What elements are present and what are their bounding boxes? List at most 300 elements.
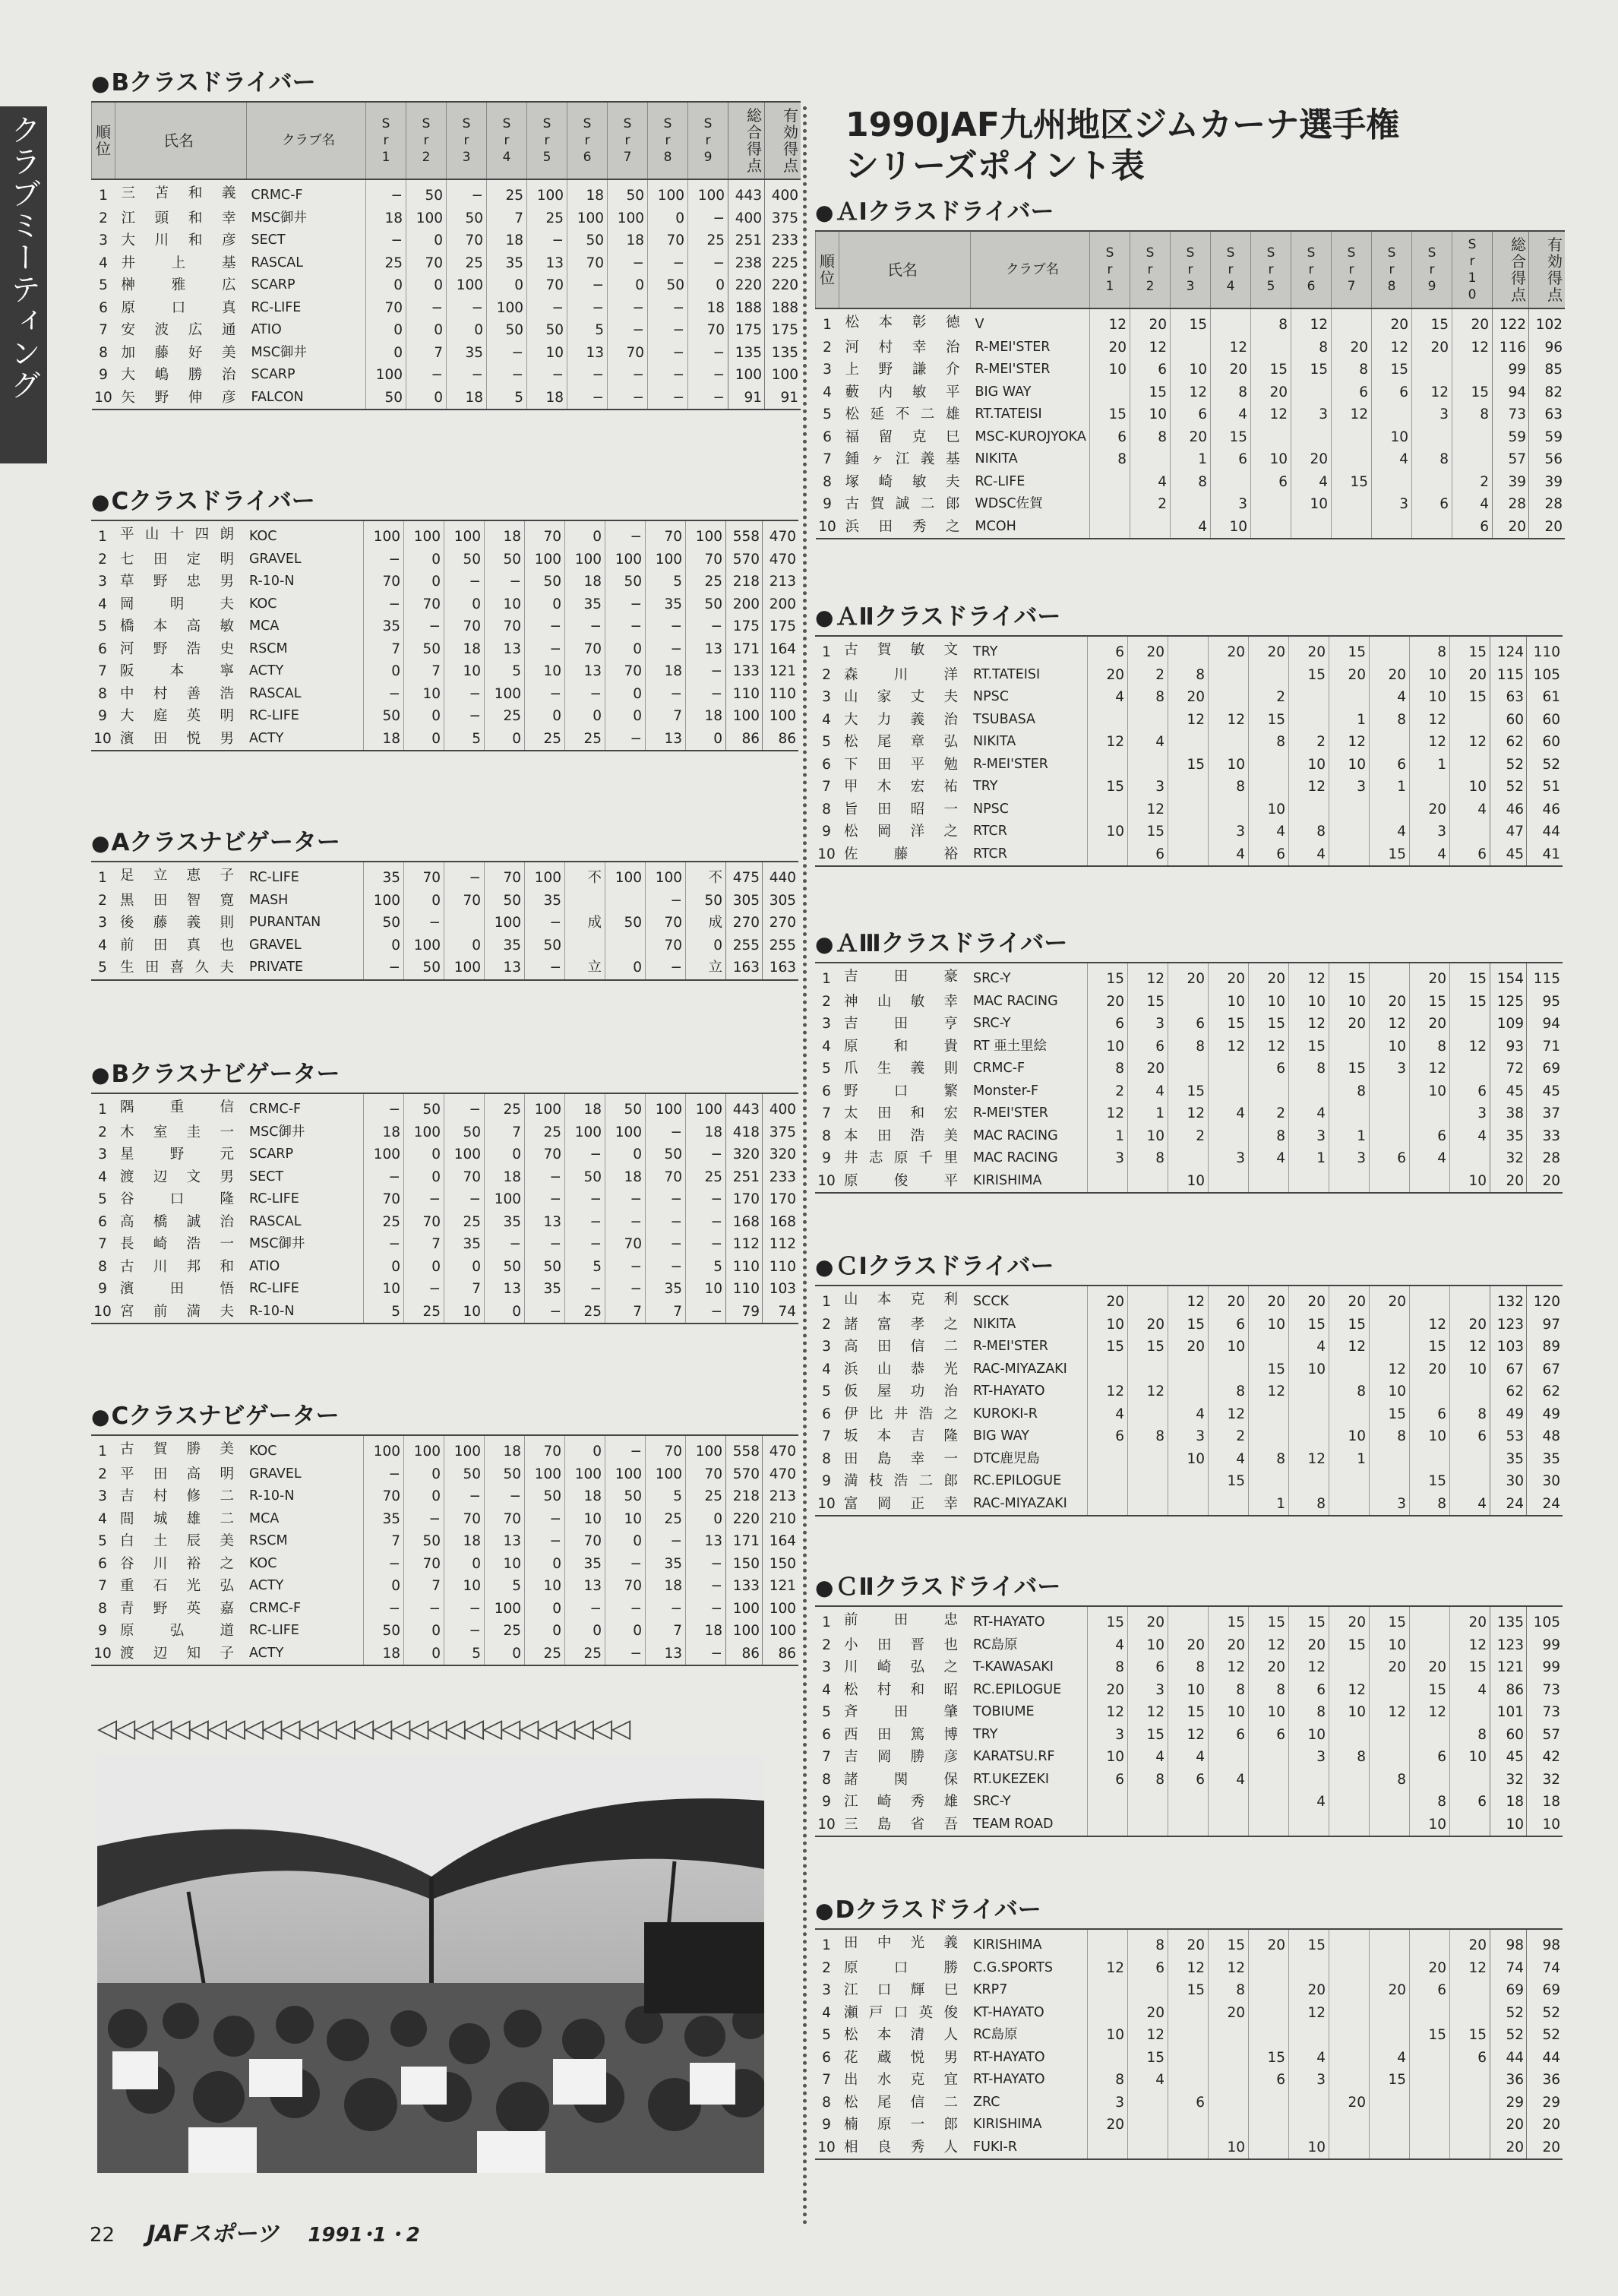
round-points-cell: 1 <box>1329 1125 1370 1148</box>
round-points-cell <box>1249 1979 1289 2002</box>
round-points-cell: 50 <box>605 1485 646 1508</box>
round-points-cell: − <box>565 1278 605 1301</box>
round-points-cell: 70 <box>525 1435 565 1463</box>
round-points-cell: 10 <box>485 593 525 616</box>
round-points-cell: 50 <box>404 957 444 980</box>
round-points-cell: 0 <box>404 1620 444 1643</box>
round-points-cell: 20 <box>1452 308 1493 337</box>
rank-cell: 10 <box>93 730 112 747</box>
valid-points-cell: 110 <box>763 683 799 706</box>
round-points-cell <box>1171 337 1211 359</box>
round-points-cell <box>1412 471 1452 494</box>
round-points-cell: 4 <box>1289 1791 1329 1814</box>
round-points-cell: 0 <box>406 387 447 410</box>
round-points-cell: − <box>686 1143 726 1166</box>
club-cell: ACTY <box>249 730 284 746</box>
round-points-cell: 15 <box>1168 1080 1209 1103</box>
round-points-cell: 25 <box>565 1643 605 1666</box>
header-round-6: S r 6 <box>567 102 608 179</box>
round-points-cell: 35 <box>364 615 404 638</box>
right-section-1-title-text: ＡⅡクラスドライバー <box>835 603 1061 631</box>
round-points-cell: 25 <box>565 728 605 751</box>
round-points-cell: 100 <box>364 520 404 549</box>
round-points-cell <box>1209 1746 1249 1769</box>
round-points-cell: 35 <box>444 1233 485 1256</box>
table-row <box>91 1278 798 1301</box>
page-title-line-2: シリーズポイント表 <box>845 147 1145 185</box>
round-points-cell: 70 <box>567 252 608 275</box>
total-points-cell: 20 <box>1493 516 1529 539</box>
table-row <box>91 638 798 661</box>
round-points-cell: − <box>565 683 605 706</box>
table-row <box>92 179 801 207</box>
round-points-cell: − <box>404 1278 444 1301</box>
club-cell: RT.TATEISI <box>975 406 1042 422</box>
club-cell: MSC御井 <box>249 1236 305 1251</box>
round-points-cell: 2 <box>1128 664 1168 687</box>
table-row <box>815 731 1563 754</box>
club-cell: KIRISHIMA <box>973 1937 1042 1953</box>
round-points-cell: 70 <box>525 520 565 549</box>
driver-name-cell: 中村善浩 <box>120 685 234 702</box>
table-row <box>91 520 798 549</box>
round-points-cell: 25 <box>525 1121 565 1144</box>
round-points-cell <box>1410 1286 1450 1314</box>
header-round-1: S r 1 <box>366 102 406 179</box>
left-section-0-table <box>91 101 801 410</box>
total-points-cell: 86 <box>1490 1679 1527 1702</box>
round-points-cell: 8 <box>1450 1724 1490 1747</box>
round-points-cell: 8 <box>1209 1679 1249 1702</box>
round-points-cell: 7 <box>364 638 404 661</box>
round-points-cell: 8 <box>1128 1147 1168 1170</box>
round-points-cell: 1 <box>1289 1147 1329 1170</box>
valid-points-cell: 60 <box>1527 731 1563 754</box>
round-points-cell: 6 <box>1128 1656 1168 1679</box>
round-points-cell: 15 <box>1168 1701 1209 1724</box>
round-points-cell: 3 <box>1370 1493 1410 1516</box>
round-points-cell: 20 <box>1088 1286 1128 1314</box>
driver-name-cell: 山家丈夫 <box>844 689 958 705</box>
club-cell: RT.UKEZEKI <box>973 1771 1050 1787</box>
club-cell: MAC RACING <box>973 1127 1058 1143</box>
round-points-cell: 6 <box>1452 516 1493 539</box>
round-points-cell: 20 <box>1370 1286 1410 1314</box>
valid-points-cell: 170 <box>763 1188 799 1211</box>
round-points-cell: 70 <box>527 274 567 297</box>
driver-name-cell: 平田高明 <box>120 1466 234 1482</box>
round-points-cell: 18 <box>567 179 608 207</box>
round-points-cell: 3 <box>1370 1058 1410 1080</box>
table-row <box>815 1448 1563 1471</box>
round-points-cell: 50 <box>404 1093 444 1121</box>
driver-name-cell: 星野元 <box>120 1146 234 1162</box>
round-points-cell: 3 <box>1289 1746 1329 1769</box>
round-points-cell: 13 <box>485 1278 525 1301</box>
round-points-cell: 10 <box>444 1301 485 1324</box>
round-points-cell: 70 <box>406 252 447 275</box>
round-points-cell <box>1289 1769 1329 1792</box>
club-cell: RSCM <box>249 640 288 656</box>
round-points-cell <box>1370 2114 1410 2136</box>
round-points-cell: 5 <box>487 387 527 410</box>
round-points-cell: 50 <box>364 912 404 935</box>
club-cell: R-MEI'STER <box>973 756 1048 772</box>
round-points-cell: 70 <box>608 342 648 365</box>
round-points-cell: 12 <box>1249 1380 1289 1403</box>
total-points-cell: 20 <box>1490 2114 1527 2136</box>
round-points-cell: 18 <box>364 728 404 751</box>
rank-cell: 2 <box>823 339 832 356</box>
round-points-cell: 6 <box>1088 1013 1128 1036</box>
table-row <box>815 1656 1563 1679</box>
round-points-cell: 15 <box>1372 359 1412 381</box>
arrow-divider: ◁◁◁◁◁◁◁◁◁◁◁◁◁◁◁◁◁◁◁◁◁◁◁◁◁◁◁◁◁ <box>97 1713 630 1744</box>
round-points-cell: 20 <box>1209 1634 1249 1657</box>
round-points-cell: 3 <box>1128 1679 1168 1702</box>
rank-cell: 6 <box>822 756 831 773</box>
round-points-cell: 100 <box>605 862 646 890</box>
valid-points-cell: 51 <box>1527 776 1563 799</box>
round-points-cell: 25 <box>485 1093 525 1121</box>
round-points-cell: 15 <box>1128 1724 1168 1747</box>
round-points-cell: 12 <box>1168 1724 1209 1747</box>
round-points-cell: 6 <box>1370 754 1410 776</box>
total-points-cell: 220 <box>726 1508 763 1531</box>
round-points-cell: 12 <box>1209 1403 1249 1426</box>
bullet-icon: ● <box>91 830 110 855</box>
round-points-cell: 3 <box>1410 821 1450 843</box>
round-points-cell: 12 <box>1289 776 1329 799</box>
valid-points-cell: 168 <box>763 1211 799 1234</box>
round-points-cell <box>1249 1791 1289 1814</box>
driver-name-cell: 大嶋勝治 <box>121 367 236 383</box>
round-points-cell: 8 <box>1128 1769 1168 1792</box>
round-points-cell: 10 <box>1209 2136 1249 2160</box>
rank-cell: 4 <box>98 937 107 954</box>
round-points-cell <box>1251 426 1291 449</box>
club-cell: SRC-Y <box>973 1794 1011 1809</box>
table-row <box>91 1598 798 1621</box>
total-points-cell: 100 <box>726 705 763 728</box>
round-points-cell <box>1168 2136 1209 2160</box>
club-cell: CRMC-F <box>251 188 303 203</box>
total-points-cell: 100 <box>726 1620 763 1643</box>
round-points-cell <box>1249 2024 1289 2047</box>
header-round-8: S r 8 <box>1372 231 1412 308</box>
club-cell: RT-HAYATO <box>973 2049 1045 2065</box>
table-row <box>91 890 798 912</box>
round-points-cell <box>1168 1606 1209 1634</box>
round-points-cell: 8 <box>1168 1656 1209 1679</box>
valid-points-cell: 69 <box>1527 1979 1563 2002</box>
round-points-cell: 10 <box>1168 1170 1209 1194</box>
round-points-cell: 10 <box>1209 1336 1249 1358</box>
round-points-cell: 70 <box>404 1211 444 1234</box>
round-points-cell <box>1412 426 1452 449</box>
valid-points-cell: 121 <box>763 660 799 683</box>
left-section-1 <box>91 483 798 751</box>
round-points-cell: 0 <box>648 207 688 230</box>
round-points-cell: 0 <box>366 274 406 297</box>
driver-name-cell: 大庭英明 <box>120 708 234 724</box>
round-points-cell: 6 <box>1171 403 1211 426</box>
driver-name-cell: 浜田秀之 <box>845 518 960 535</box>
left-section-4 <box>91 1398 798 1666</box>
round-points-cell: 70 <box>485 1508 525 1531</box>
table-row <box>816 516 1566 539</box>
round-points-cell: 13 <box>485 957 525 980</box>
table-row <box>91 1211 798 1234</box>
header-total: 総 合 得 点 <box>728 102 765 179</box>
round-points-cell: 0 <box>605 705 646 728</box>
valid-points-cell: 225 <box>765 252 801 275</box>
table-row <box>91 728 798 751</box>
round-points-cell: 3 <box>1088 1147 1128 1170</box>
round-points-cell: 0 <box>404 1256 444 1279</box>
driver-name-cell: 原口勝 <box>844 1959 958 1976</box>
round-points-cell: 2 <box>1452 471 1493 494</box>
round-points-cell: 100 <box>605 1121 646 1144</box>
round-points-cell <box>605 890 646 912</box>
right-section-3 <box>815 1248 1563 1516</box>
round-points-cell: 8 <box>1410 1036 1450 1058</box>
round-points-cell: − <box>605 1278 646 1301</box>
round-points-cell: 10 <box>1410 686 1450 709</box>
right-section-1 <box>815 599 1563 867</box>
round-points-cell: − <box>447 364 487 387</box>
right-section-0-title-text: ＡⅠクラスドライバー <box>835 198 1054 226</box>
round-points-cell: 18 <box>444 638 485 661</box>
table-row <box>815 709 1563 732</box>
round-points-cell: 100 <box>406 207 447 230</box>
valid-points-cell: 60 <box>1527 709 1563 732</box>
round-points-cell <box>1090 516 1130 539</box>
total-points-cell: 123 <box>1490 1634 1527 1657</box>
table-row <box>815 1979 1563 2002</box>
round-points-cell: 25 <box>364 1211 404 1234</box>
round-points-cell: 4 <box>1289 1102 1329 1125</box>
round-points-cell: 20 <box>1370 1979 1410 2002</box>
round-points-cell: 8 <box>1249 1679 1289 1702</box>
round-points-cell: 20 <box>1249 963 1289 991</box>
round-points-cell: 20 <box>1209 1286 1249 1314</box>
round-points-cell: 6 <box>1088 1769 1128 1792</box>
round-points-cell: 20 <box>1168 1929 1209 1957</box>
round-points-cell <box>1211 308 1251 337</box>
valid-points-cell: 121 <box>763 1575 799 1598</box>
round-points-cell <box>1168 1147 1209 1170</box>
round-points-cell: 10 <box>525 1575 565 1598</box>
club-cell: RC-LIFE <box>249 708 299 723</box>
driver-name-cell: 阪本寧 <box>120 663 234 679</box>
round-points-cell <box>1329 686 1370 709</box>
round-points-cell: 8 <box>1410 1791 1450 1814</box>
round-points-cell: 18 <box>527 387 567 410</box>
round-points-cell: 100 <box>525 862 565 890</box>
round-points-cell: 20 <box>1410 1957 1450 1980</box>
valid-points-cell: 470 <box>763 1435 799 1463</box>
table-row <box>91 1188 798 1211</box>
valid-points-cell: 33 <box>1527 1125 1563 1148</box>
round-points-cell <box>1128 1493 1168 1516</box>
table-row <box>91 1256 798 1279</box>
round-points-cell: 20 <box>1128 1314 1168 1336</box>
round-points-cell: 10 <box>1249 799 1289 821</box>
club-cell: MCOH <box>975 518 1016 534</box>
round-points-cell: 2 <box>1249 1102 1289 1125</box>
round-points-cell: 7 <box>404 660 444 683</box>
round-points-cell <box>1088 1814 1128 1837</box>
round-points-cell <box>1450 1979 1490 2002</box>
round-points-cell: 15 <box>1249 2047 1289 2070</box>
valid-points-cell: 52 <box>1527 754 1563 776</box>
rank-cell: 6 <box>822 2049 831 2066</box>
table-row <box>816 359 1566 381</box>
valid-points-cell: 163 <box>763 957 799 980</box>
round-points-cell: 20 <box>1372 308 1412 337</box>
round-points-cell: 10 <box>1209 991 1249 1014</box>
round-points-cell: − <box>525 912 565 935</box>
total-points-cell: 36 <box>1490 2069 1527 2092</box>
valid-points-cell: 200 <box>763 593 799 616</box>
round-points-cell: 100 <box>525 1463 565 1486</box>
driver-name-cell: 松尾信二 <box>844 2094 958 2111</box>
round-points-cell <box>605 935 646 957</box>
round-points-cell: 20 <box>1329 1606 1370 1634</box>
round-points-cell: 12 <box>1410 709 1450 732</box>
round-points-cell <box>1450 754 1490 776</box>
round-points-cell <box>1209 664 1249 687</box>
header-club: クラブ名 <box>971 231 1090 308</box>
round-points-cell <box>1088 2047 1128 2070</box>
valid-points-cell: 61 <box>1527 686 1563 709</box>
total-points-cell: 218 <box>726 571 763 593</box>
club-cell: TSUBASA <box>973 711 1035 727</box>
round-points-cell: 10 <box>1128 1634 1168 1657</box>
round-points-cell: 6 <box>1372 381 1412 404</box>
round-points-cell: 70 <box>444 1508 485 1531</box>
round-points-cell <box>1209 2092 1249 2114</box>
table-row <box>815 1791 1563 1814</box>
table-row <box>816 337 1566 359</box>
valid-points-cell: 100 <box>763 705 799 728</box>
driver-name-cell: 斉田肇 <box>844 1704 958 1720</box>
valid-points-cell: 175 <box>763 615 799 638</box>
round-points-cell: 20 <box>1450 1314 1490 1336</box>
total-points-cell: 163 <box>726 957 763 980</box>
round-points-cell: 12 <box>1209 1036 1249 1058</box>
round-points-cell: 15 <box>1168 1314 1209 1336</box>
rank-cell: 4 <box>822 1361 831 1377</box>
valid-points-cell: 440 <box>763 862 799 890</box>
round-points-cell: 8 <box>1410 636 1450 664</box>
round-points-cell: 5 <box>444 1643 485 1666</box>
valid-points-cell: 37 <box>1527 1102 1563 1125</box>
round-points-cell: 0 <box>447 319 487 342</box>
valid-points-cell: 94 <box>1527 1013 1563 1036</box>
round-points-cell: 20 <box>1211 359 1251 381</box>
total-points-cell: 133 <box>726 660 763 683</box>
table-body <box>815 1606 1563 1836</box>
round-points-cell: 10 <box>1450 776 1490 799</box>
table-row <box>91 1233 798 1256</box>
round-points-cell <box>1128 1979 1168 2002</box>
driver-name-cell: 足立恵子 <box>120 868 234 884</box>
table-row <box>91 862 798 890</box>
valid-points-cell: 97 <box>1527 1314 1563 1336</box>
round-points-cell: 5 <box>444 728 485 751</box>
round-points-cell: 4 <box>1128 1080 1168 1103</box>
valid-points-cell: 233 <box>763 1166 799 1189</box>
rank-cell: 3 <box>822 1659 831 1675</box>
round-points-cell: 10 <box>1130 403 1171 426</box>
table-row <box>815 1724 1563 1747</box>
round-points-cell <box>1128 1403 1168 1426</box>
round-points-cell: 20 <box>1329 2092 1370 2114</box>
round-points-cell <box>1088 1493 1128 1516</box>
driver-name-cell: 楠原一郎 <box>844 2117 958 2133</box>
round-points-cell <box>1332 308 1372 337</box>
round-points-cell <box>1249 1425 1289 1448</box>
round-points-cell: 0 <box>605 957 646 980</box>
round-points-cell <box>1249 1403 1289 1426</box>
table-row <box>91 593 798 616</box>
round-points-cell: − <box>686 1553 726 1576</box>
round-points-cell <box>1128 1470 1168 1493</box>
round-points-cell <box>1329 1656 1370 1679</box>
round-points-cell: 8 <box>1128 1929 1168 1957</box>
round-points-cell <box>1251 493 1291 516</box>
total-points-cell: 52 <box>1490 776 1527 799</box>
valid-points-cell: 112 <box>763 1233 799 1256</box>
round-points-cell: 0 <box>406 274 447 297</box>
rank-cell: 1 <box>822 1937 831 1953</box>
round-points-cell: 100 <box>364 1435 404 1463</box>
club-cell: MSC御井 <box>249 1124 305 1140</box>
rank-cell: 1 <box>822 1294 831 1310</box>
round-points-cell: 12 <box>1128 799 1168 821</box>
valid-points-cell: 110 <box>1527 636 1563 664</box>
left-section-0 <box>91 65 801 410</box>
rank-cell: 1 <box>98 1102 107 1118</box>
round-points-cell: 10 <box>1289 991 1329 1014</box>
round-points-cell: 8 <box>1168 664 1209 687</box>
round-points-cell <box>1209 1170 1249 1194</box>
valid-points-cell: 49 <box>1527 1403 1563 1426</box>
valid-points-cell: 73 <box>1527 1679 1563 1702</box>
club-cell: NIKITA <box>973 734 1016 749</box>
round-points-cell: 0 <box>404 1143 444 1166</box>
round-points-cell: 6 <box>1090 426 1130 449</box>
round-points-cell <box>1329 1102 1370 1125</box>
rank-cell: 9 <box>98 1623 107 1639</box>
round-points-cell <box>1209 1493 1249 1516</box>
right-section-5-title-text: Dクラスドライバー <box>835 1896 1041 1924</box>
round-points-cell <box>1410 1929 1450 1957</box>
round-points-cell <box>1289 1957 1329 1980</box>
round-points-cell: − <box>525 1233 565 1256</box>
round-points-cell: 4 <box>1450 1493 1490 1516</box>
round-points-cell: − <box>608 387 648 410</box>
left-section-4-table <box>91 1434 798 1666</box>
round-points-cell: 50 <box>485 1256 525 1279</box>
valid-points-cell: 164 <box>763 638 799 661</box>
right-section-4-table <box>815 1605 1563 1837</box>
round-points-cell: 50 <box>648 274 688 297</box>
round-points-cell: 2 <box>1209 1425 1249 1448</box>
round-points-cell: 25 <box>485 705 525 728</box>
